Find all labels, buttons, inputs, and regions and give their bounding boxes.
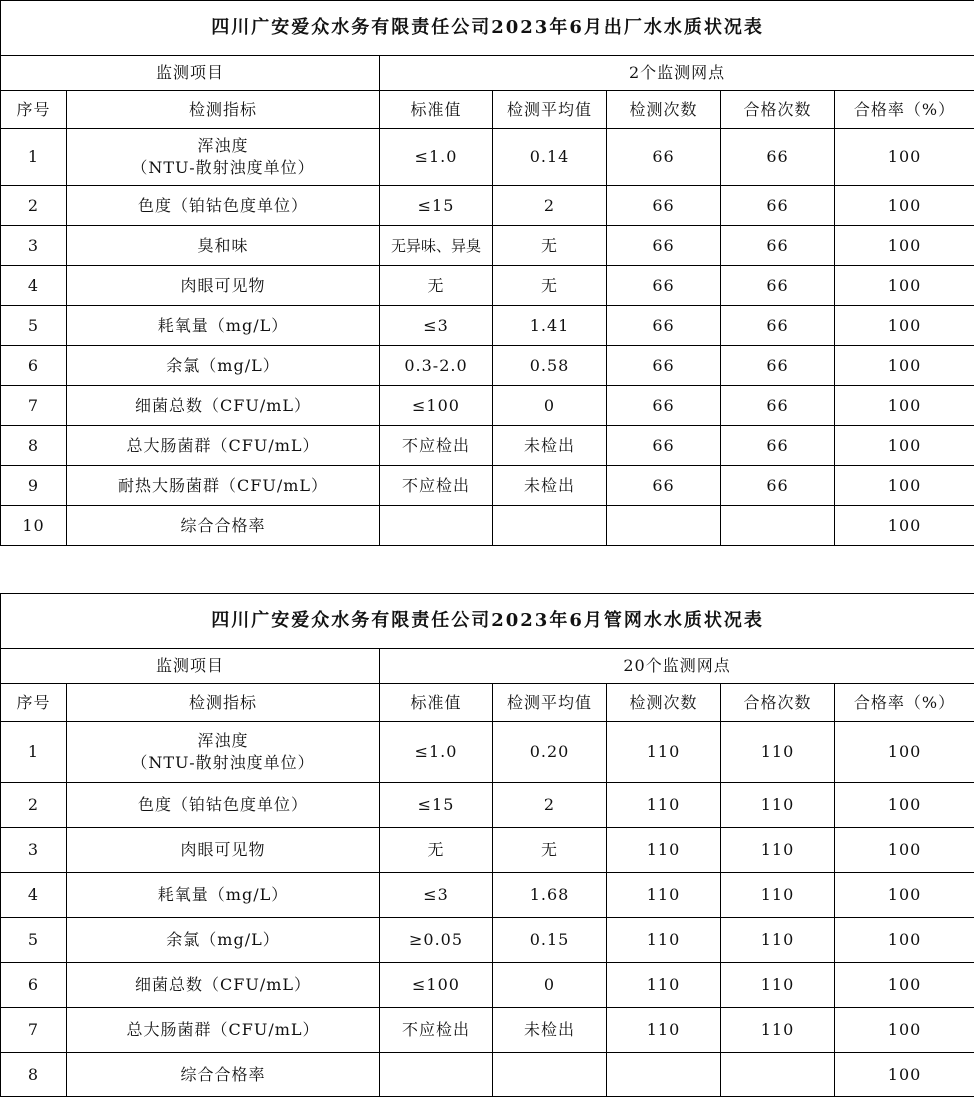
indicator-name: 综合合格率 [67, 1053, 380, 1097]
row-number: 3 [1, 828, 67, 873]
row-number: 5 [1, 918, 67, 963]
standard-value: ≤15 [380, 783, 493, 828]
test-count: 66 [607, 129, 721, 186]
average-value: 未检出 [493, 1008, 607, 1053]
row-number: 10 [1, 506, 67, 546]
pass-count: 66 [721, 186, 835, 226]
network-water-quality-table [0, 593, 974, 1097]
indicator-name: 肉眼可见物 [67, 828, 380, 873]
pass-count: 110 [721, 1008, 835, 1053]
standard-value: ≤3 [380, 873, 493, 918]
pass-rate: 100 [835, 466, 974, 506]
row-number: 6 [1, 346, 67, 386]
indicator-name: 色度（铂钴色度单位） [67, 783, 380, 828]
average-value: 0 [493, 386, 607, 426]
test-count: 66 [607, 306, 721, 346]
pass-count: 66 [721, 129, 835, 186]
pass-rate: 100 [835, 873, 974, 918]
row-number: 9 [1, 466, 67, 506]
group-header-items: 监测项目 [1, 56, 380, 91]
column-header: 合格率（%） [835, 91, 974, 129]
pass-count: 110 [721, 963, 835, 1008]
pass-count: 66 [721, 306, 835, 346]
test-count: 110 [607, 873, 721, 918]
pass-count: 66 [721, 386, 835, 426]
pass-rate: 100 [835, 1008, 974, 1053]
average-value: 2 [493, 783, 607, 828]
pass-count [721, 506, 835, 546]
standard-value [380, 1053, 493, 1097]
test-count: 110 [607, 918, 721, 963]
outlet-water-quality-table [0, 0, 974, 546]
table-row [1, 963, 974, 1008]
pass-count: 110 [721, 828, 835, 873]
test-count: 66 [607, 426, 721, 466]
column-header: 合格次数 [721, 684, 835, 722]
average-value: 未检出 [493, 426, 607, 466]
column-header: 检测次数 [607, 91, 721, 129]
column-header: 标准值 [380, 684, 493, 722]
column-header: 合格率（%） [835, 684, 974, 722]
pass-count: 66 [721, 226, 835, 266]
average-value [493, 506, 607, 546]
pass-count [721, 1053, 835, 1097]
test-count [607, 1053, 721, 1097]
test-count: 110 [607, 963, 721, 1008]
table-row [1, 828, 974, 873]
row-number: 7 [1, 1008, 67, 1053]
row-number: 1 [1, 722, 67, 783]
pass-rate: 100 [835, 783, 974, 828]
pass-count: 66 [721, 466, 835, 506]
indicator-name: 细菌总数（CFU/mL） [67, 386, 380, 426]
table-row [1, 266, 974, 306]
pass-rate: 100 [835, 386, 974, 426]
indicator-name: 细菌总数（CFU/mL） [67, 963, 380, 1008]
pass-count: 66 [721, 346, 835, 386]
row-number: 8 [1, 426, 67, 466]
average-value: 无 [493, 226, 607, 266]
standard-value: ≤1.0 [380, 129, 493, 186]
standard-value: ≤100 [380, 963, 493, 1008]
indicator-name [67, 722, 380, 783]
average-value: 0.15 [493, 918, 607, 963]
indicator-name: 耗氧量（mg/L） [67, 306, 380, 346]
indicator-name: 余氯（mg/L） [67, 346, 380, 386]
test-count: 66 [607, 186, 721, 226]
table-row [1, 186, 974, 226]
test-count: 66 [607, 266, 721, 306]
table-row [1, 722, 974, 783]
table-row [1, 129, 974, 186]
table-row [1, 1008, 974, 1053]
pass-count: 110 [721, 918, 835, 963]
row-number: 7 [1, 386, 67, 426]
row-number: 6 [1, 963, 67, 1008]
pass-rate: 100 [835, 1053, 974, 1097]
table-title: 四川广安爱众水务有限责任公司2023年6月管网水水质状况表 [1, 594, 974, 649]
row-number: 5 [1, 306, 67, 346]
test-count: 66 [607, 226, 721, 266]
column-header: 检测指标 [67, 91, 380, 129]
pass-rate: 100 [835, 346, 974, 386]
pass-count: 110 [721, 873, 835, 918]
average-value [493, 1053, 607, 1097]
standard-value: 不应检出 [380, 466, 493, 506]
average-value: 无 [493, 266, 607, 306]
row-number: 4 [1, 266, 67, 306]
pass-count: 110 [721, 783, 835, 828]
column-header: 检测次数 [607, 684, 721, 722]
table-title: 四川广安爱众水务有限责任公司2023年6月出厂水水质状况表 [1, 1, 974, 56]
average-value: 未检出 [493, 466, 607, 506]
standard-value: ≥0.05 [380, 918, 493, 963]
test-count: 66 [607, 386, 721, 426]
row-number: 3 [1, 226, 67, 266]
table-row [1, 346, 974, 386]
standard-value: ≤3 [380, 306, 493, 346]
group-header-sites: 20个监测网点 [380, 649, 974, 684]
pass-rate: 100 [835, 963, 974, 1008]
indicator-name: 总大肠菌群（CFU/mL） [67, 1008, 380, 1053]
pass-rate: 100 [835, 266, 974, 306]
pass-rate: 100 [835, 186, 974, 226]
pass-rate: 100 [835, 226, 974, 266]
row-number: 4 [1, 873, 67, 918]
indicator-name: 肉眼可见物 [67, 266, 380, 306]
table-row [1, 226, 974, 266]
average-value: 无 [493, 828, 607, 873]
test-count: 110 [607, 1008, 721, 1053]
average-value: 2 [493, 186, 607, 226]
pass-rate: 100 [835, 129, 974, 186]
indicator-name-line1: 浑浊度 [67, 730, 379, 752]
indicator-name-line2: （NTU-散射浊度单位） [67, 157, 379, 179]
average-value: 0 [493, 963, 607, 1008]
test-count: 110 [607, 828, 721, 873]
row-number: 2 [1, 186, 67, 226]
column-header: 检测平均值 [493, 91, 607, 129]
table-row [1, 306, 974, 346]
table-row [1, 873, 974, 918]
column-header: 序号 [1, 91, 67, 129]
column-header: 合格次数 [721, 91, 835, 129]
indicator-name [67, 129, 380, 186]
standard-value: 无 [380, 266, 493, 306]
standard-value: 不应检出 [380, 426, 493, 466]
table-row [1, 783, 974, 828]
pass-count: 110 [721, 722, 835, 783]
standard-value: 无 [380, 828, 493, 873]
average-value: 0.58 [493, 346, 607, 386]
test-count [607, 506, 721, 546]
standard-value: 0.3-2.0 [380, 346, 493, 386]
indicator-name: 耐热大肠菌群（CFU/mL） [67, 466, 380, 506]
pass-rate: 100 [835, 722, 974, 783]
standard-value: 不应检出 [380, 1008, 493, 1053]
row-number: 2 [1, 783, 67, 828]
pass-count: 66 [721, 426, 835, 466]
pass-rate: 100 [835, 426, 974, 466]
indicator-name-line1: 浑浊度 [67, 135, 379, 157]
average-value: 0.14 [493, 129, 607, 186]
pass-count: 66 [721, 266, 835, 306]
pass-rate: 100 [835, 306, 974, 346]
group-header-items: 监测项目 [1, 649, 380, 684]
test-count: 110 [607, 722, 721, 783]
test-count: 66 [607, 346, 721, 386]
indicator-name: 耗氧量（mg/L） [67, 873, 380, 918]
indicator-name: 色度（铂钴色度单位） [67, 186, 380, 226]
table-row [1, 426, 974, 466]
table-row [1, 1053, 974, 1097]
test-count: 66 [607, 466, 721, 506]
indicator-name: 总大肠菌群（CFU/mL） [67, 426, 380, 466]
column-header: 检测指标 [67, 684, 380, 722]
indicator-name-line2: （NTU-散射浊度单位） [67, 752, 379, 774]
indicator-name: 余氯（mg/L） [67, 918, 380, 963]
table-row [1, 466, 974, 506]
table-row [1, 386, 974, 426]
column-header: 检测平均值 [493, 684, 607, 722]
standard-value: ≤1.0 [380, 722, 493, 783]
pass-rate: 100 [835, 918, 974, 963]
column-header: 标准值 [380, 91, 493, 129]
table-row [1, 918, 974, 963]
row-number: 8 [1, 1053, 67, 1097]
indicator-name: 综合合格率 [67, 506, 380, 546]
test-count: 110 [607, 783, 721, 828]
table-row [1, 506, 974, 546]
average-value: 1.68 [493, 873, 607, 918]
standard-value: 无异味、异臭 [380, 226, 493, 266]
row-number: 1 [1, 129, 67, 186]
indicator-name: 臭和味 [67, 226, 380, 266]
group-header-sites: 2个监测网点 [380, 56, 974, 91]
standard-value [380, 506, 493, 546]
pass-rate: 100 [835, 506, 974, 546]
standard-value: ≤15 [380, 186, 493, 226]
average-value: 1.41 [493, 306, 607, 346]
column-header: 序号 [1, 684, 67, 722]
standard-value: ≤100 [380, 386, 493, 426]
pass-rate: 100 [835, 828, 974, 873]
average-value: 0.20 [493, 722, 607, 783]
